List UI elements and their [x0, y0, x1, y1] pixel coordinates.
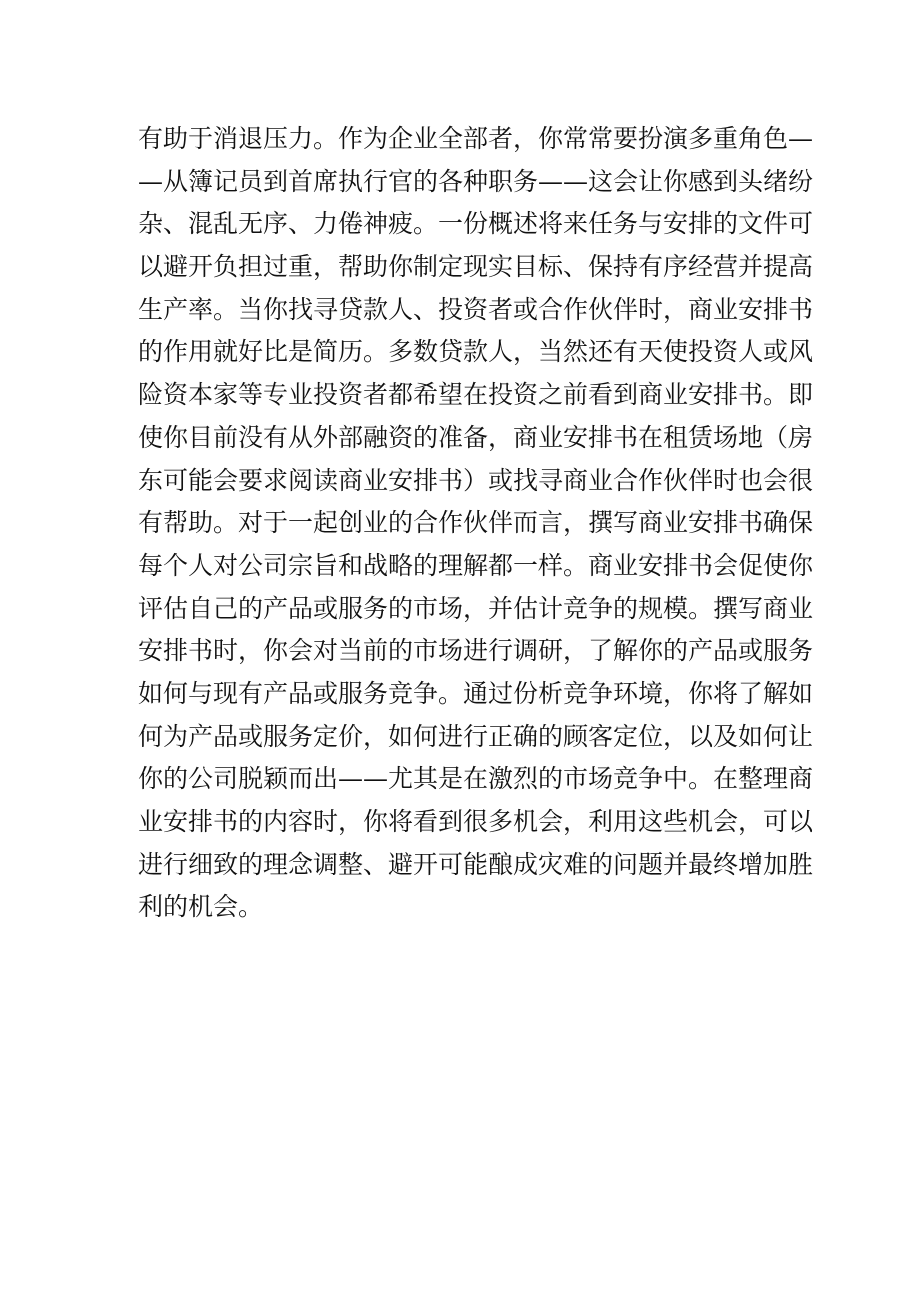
- text-line: 何为产品或服务定价，如何进行正确的顾客定位，以及如何让: [138, 721, 814, 751]
- text-line: 如何与现有产品或服务竞争。通过份析竞争环境，你将了解如: [138, 678, 814, 708]
- text-line: 险资本家等专业投资者都希望在投资之前看到商业安排书。即: [138, 380, 814, 410]
- text-line: 杂、混乱无序、力倦神疲。一份概述将来任务与安排的文件可: [138, 209, 814, 239]
- text-line: 你的公司脱颖而出——尤其是在激烈的市场竞争中。在整理商: [138, 764, 814, 794]
- text-line: 生产率。当你找寻贷款人、投资者或合作伙伴时，商业安排书: [138, 294, 814, 324]
- text-line: 进行细致的理念调整、避开可能酿成灾难的问题并最终增加胜: [138, 849, 814, 879]
- text-line: 有帮助。对于一起创业的合作伙伴而言，撰写商业安排书确保: [138, 508, 814, 538]
- text-line: 利的机会。: [138, 892, 264, 922]
- body-paragraph: [138, 118, 814, 929]
- text-line: 评估自己的产品或服务的市场，并估计竞争的规模。撰写商业: [138, 593, 814, 623]
- text-line: 的作用就好比是简历。多数贷款人，当然还有天使投资人或风: [138, 337, 814, 367]
- text-line: 使你目前没有从外部融资的准备，商业安排书在租赁场地（房: [138, 422, 814, 452]
- text-line: 每个人对公司宗旨和战略的理解都一样。商业安排书会促使你: [138, 550, 814, 580]
- text-line: 以避开负担过重，帮助你制定现实目标、保持有序经营并提高: [138, 252, 814, 282]
- text-line: 安排书时，你会对当前的市场进行调研，了解你的产品或服务: [138, 636, 814, 666]
- text-line: 有助于消退压力。作为企业全部者，你常常要扮演多重角色—: [138, 124, 814, 153]
- text-line: 业安排书的内容时，你将看到很多机会，利用这些机会，可以: [138, 807, 814, 836]
- text-line: 东可能会要求阅读商业安排书）或找寻商业合作伙伴时也会很: [138, 465, 814, 495]
- text-line: —从簿记员到首席执行官的各种职务——这会让你感到头绪纷: [138, 166, 814, 196]
